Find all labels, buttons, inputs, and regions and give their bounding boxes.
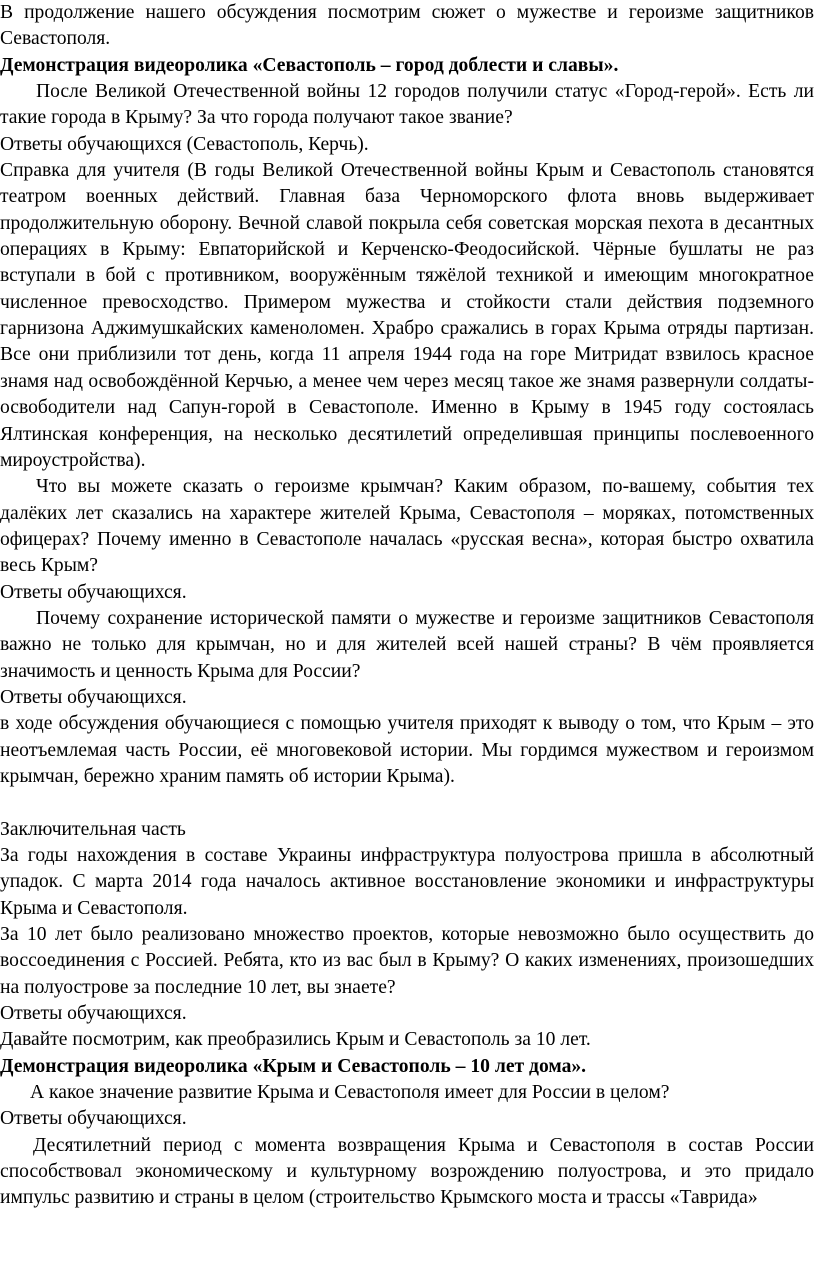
paragraph-student-answers-1: Ответы обучающихся. [0, 581, 187, 603]
paragraph-decade-summary: Десятилетний период с момента возвращения Крыма и Севастополя в состав России способствовал экономическому и культурному возрождению полуострова, и это придало импульс развитию и страны в целом (строительство Крымского моста и трассы «Таврида» [0, 1134, 814, 1209]
section-heading-final: Заключительная часть [0, 818, 186, 840]
paragraph-discussion-conclusion: в ходе обсуждения обучающиеся с помощью учителя приходят к выводу о том, что Крым – это неотъемлемая часть России, её многовековой истории. Мы гордимся мужеством и героизмом крымчан, бережно храним память об истории Крыма). [0, 713, 814, 787]
paragraph-lets-watch: Давайте посмотрим, как преобразились Крым и Севастополь за 10 лет. [0, 1029, 591, 1051]
paragraph-teacher-reference: Справка для учителя (В годы Великой Отечественной войны Крым и Севастополь становятся театром военных действий. Главная база Черноморского флота вновь выдерживает продолжительную оборону. Вечной славой покрыла себя советская морская пехота в десантных операциях в Крыму: Евпаторийской и Керченско-Феодосийской. Чёрные бушлаты не раз вступали в бой с противником, вооружённым тяжёлой техникой и имеющим многократное численное превосходство. Примером мужества и стойкости стали действия подземного гарнизона Аджимушкайских каменоломен. Храбро сражались в горах Крыма отряды партизан. Все они приблизили тот день, когда 11 апреля 1944 года на горе Митридат взвилось красное знамя над освобождённой Керчью, а менее чем через месяц такое же знамя развернули солдаты-освободители над Сапун-горой в Севастополе. Именно в Крыму в 1945 году состоялась Ялтинская конференция, на несколько десятилетий определившая принципы послевоенного мироустройства). [0, 160, 814, 471]
paragraph-significance-question: А какое значение развитие Крыма и Севастополя имеет для России в целом? [30, 1082, 670, 1104]
paragraph-student-answers-3: Ответы обучающихся. [0, 1003, 187, 1025]
video-heading-sevastopol: Демонстрация видеоролика «Севастополь – город доблести и славы». [0, 54, 619, 76]
blank-line [0, 790, 814, 816]
paragraph-heroism-question: Что вы можете сказать о героизме крымчан? Каким образом, по-вашему, события тех далёких лет сказались на характере жителей Крыма, Севастополя – моряках, потомственных офицерах? Почему именно в Севастополе началась «русская весна», которая быстро охватила весь Крым? [0, 476, 814, 577]
paragraph-infrastructure: За годы нахождения в составе Украины инфраструктура полуострова пришла в абсолютный упадок. С марта 2014 года началось активное восстановление экономики и инфраструктуры Крыма и Севастополя. [0, 845, 814, 919]
video-heading-crimea: Демонстрация видеоролика «Крым и Севастополь – 10 лет дома». [0, 1055, 587, 1077]
paragraph-memory-question: Почему сохранение исторической памяти о мужестве и героизме защитников Севастополя важно не только для крымчан, но и для жителей всей нашей страны? В чём проявляется значимость и ценность Крыма для России? [0, 607, 814, 682]
paragraph-student-answers-cities: Ответы обучающихся (Севастополь, Керчь). [0, 133, 369, 155]
paragraph-student-answers-2: Ответы обучающихся. [0, 686, 187, 708]
paragraph-intro: В продолжение нашего обсуждения посмотрим сюжет о мужестве и героизме защитников Севастополя. [0, 2, 814, 50]
paragraph-student-answers-4: Ответы обучающихся. [0, 1108, 187, 1130]
paragraph-hero-cities-question: После Великой Отечественной войны 12 городов получили статус «Город-герой». Есть ли такие города в Крыму? За что города получают такое звание? [0, 81, 814, 129]
paragraph-projects-question: За 10 лет было реализовано множество проектов, которые невозможно было осуществить до воссоединения с Россией. Ребята, кто из вас был в Крыму? О каких изменениях, произошедших на полуострове за последние 10 лет, вы знаете? [0, 924, 814, 998]
